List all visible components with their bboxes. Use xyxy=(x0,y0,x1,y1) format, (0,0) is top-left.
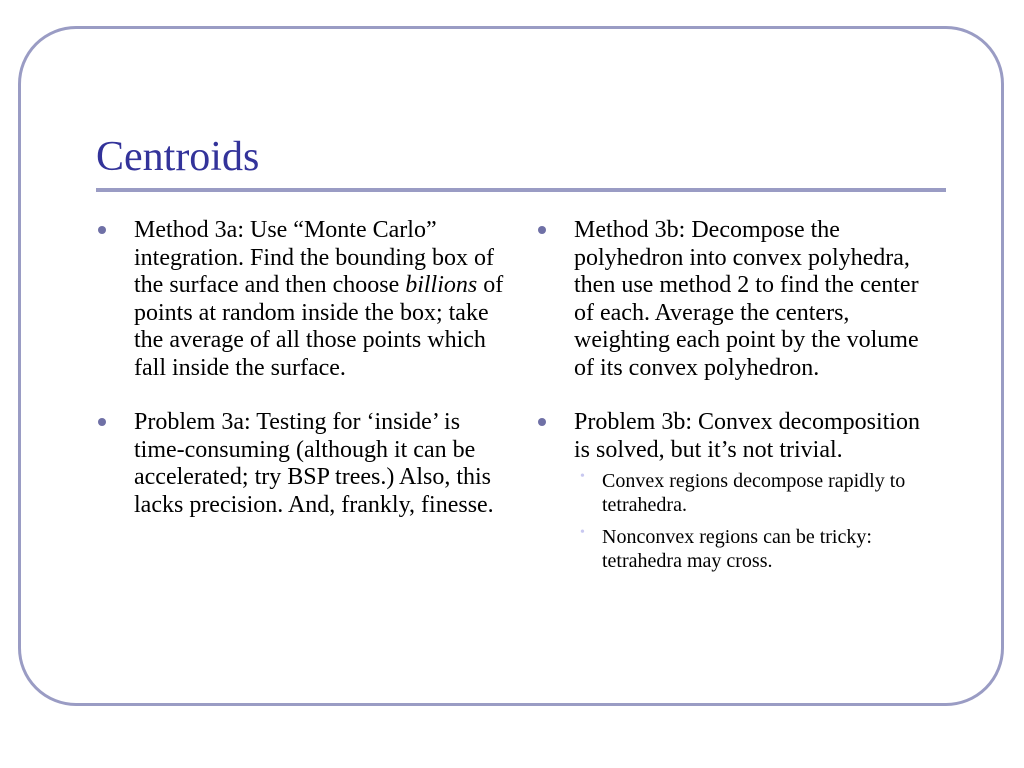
bullet-dot xyxy=(538,226,546,234)
bullet-dot xyxy=(538,418,546,426)
subbullet-convex-regions xyxy=(574,469,936,517)
right-column xyxy=(536,217,936,600)
method-3a-text-end: of points at random inside the box; take the average of all those points which fall inside the surface. xyxy=(134,272,504,381)
bullet-method-3b xyxy=(536,217,936,382)
convex-regions-text: Convex regions decompose rapidly to tetrahedra. xyxy=(602,470,906,516)
bullet-problem-3a xyxy=(96,409,506,519)
subbullet-dot: • xyxy=(580,469,585,484)
problem-3a-text: Problem 3a: Testing for ‘inside’ is time-consuming (although it can be accelerated; try BSP trees.) Also, this lacks precision. And, frankly, finesse. xyxy=(134,409,494,518)
method-3a-emphasis: billions xyxy=(405,272,478,298)
subbullet-nonconvex-regions xyxy=(574,525,936,573)
bullet-problem-3b xyxy=(536,409,936,573)
problem-3b-text: Problem 3b: Convex decomposition is solved, but it’s not trivial. xyxy=(574,409,920,463)
method-3a-text-start: Method 3a: Use “Monte Carlo” integration. Find the bounding box of the surface and then choose xyxy=(134,217,494,298)
bullet-dot xyxy=(98,418,106,426)
bullet-dot xyxy=(98,226,106,234)
slide-title: Centroids xyxy=(96,134,260,180)
left-column xyxy=(96,217,506,546)
title-divider xyxy=(96,188,946,192)
problem-3b-sublist xyxy=(574,469,936,573)
method-3b-text: Method 3b: Decompose the polyhedron into convex polyhedra, then use method 2 to find the center of each. Average the centers, weighting each point by the volume of its convex polyhedron. xyxy=(574,217,919,381)
bullet-method-3a xyxy=(96,217,506,382)
nonconvex-regions-text: Nonconvex regions can be tricky: tetrahedra may cross. xyxy=(602,526,872,572)
subbullet-dot: • xyxy=(580,525,585,540)
